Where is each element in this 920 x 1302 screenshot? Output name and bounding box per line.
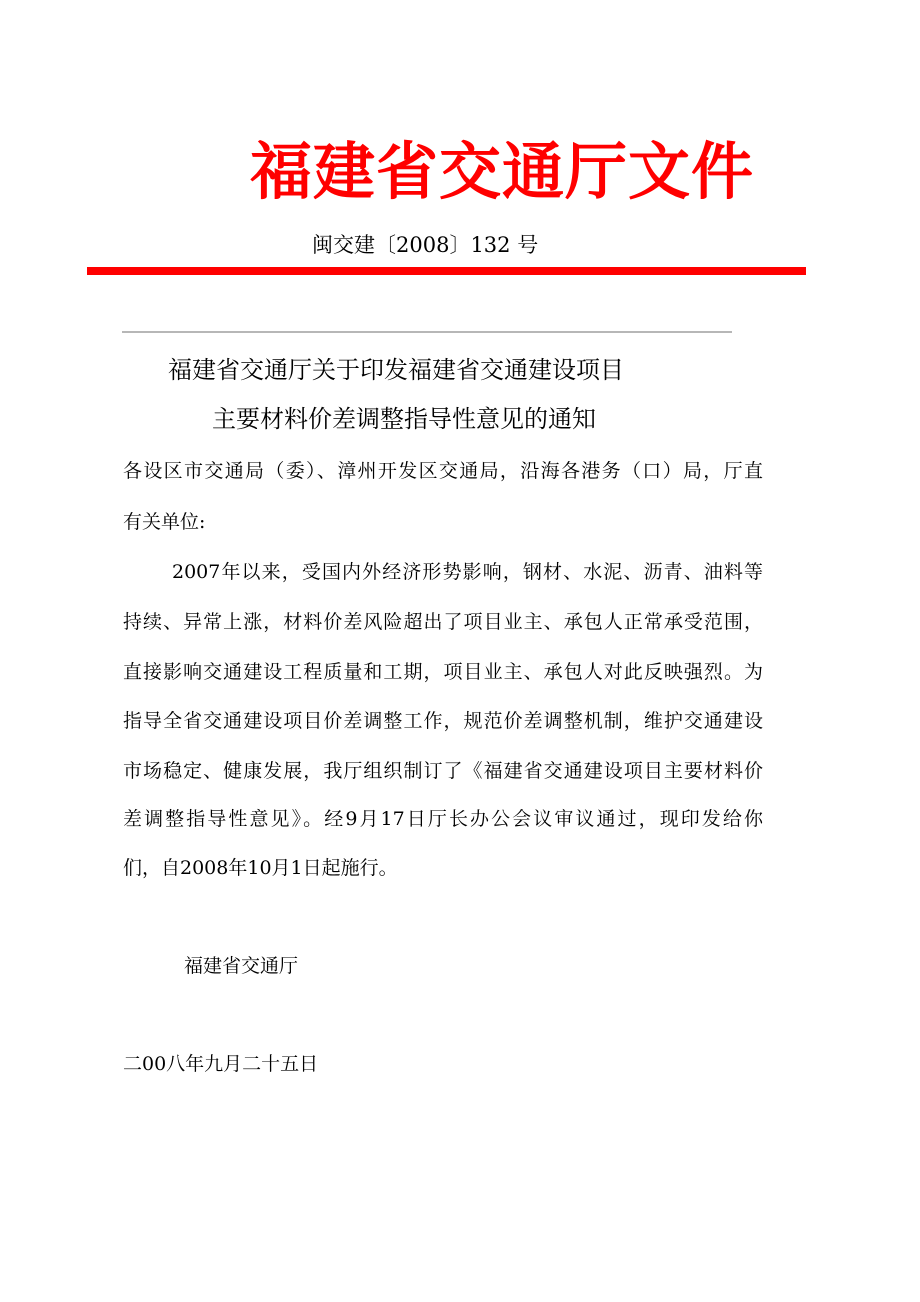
body-paragraph-line: 差调整指导性意见》。经9月17日厅长办公会议审议通过，现印发给你 [123, 808, 763, 830]
document-header-title: 福建省交通厅文件 [250, 135, 755, 208]
body-paragraph-line: 们，自2008年10月1日起施行。 [123, 857, 398, 879]
notice-title-line-2: 主要材料价差调整指导性意见的通知 [212, 405, 596, 433]
body-paragraph-line: 指导全省交通建设项目价差调整工作，规范价差调整机制，维护交通建设 [123, 710, 763, 732]
body-paragraph-line: 直接影响交通建设工程质量和工期，项目业主、承包人对此反映强烈。为 [123, 661, 763, 683]
body-paragraph-line: 市场稳定、健康发展，我厅组织制订了《福建省交通建设项目主要材料价 [123, 760, 763, 782]
header-red-rule [87, 267, 806, 275]
addressee-line-2: 有关单位: [123, 511, 206, 533]
document-number: 闽交建〔2008〕132 号 [312, 233, 539, 257]
issue-date: 二00八年九月二十五日 [123, 1053, 319, 1075]
header-thin-rule [122, 331, 732, 333]
issuer-signature: 福建省交通厅 [184, 955, 299, 977]
body-paragraph-line: 2007年以来，受国内外经济形势影响，钢材、水泥、沥青、油料等 [172, 561, 763, 583]
notice-title-line-1: 福建省交通厅关于印发福建省交通建设项目 [168, 356, 624, 384]
addressee-line-1: 各设区市交通局（委）、漳州开发区交通局，沿海各港务（口）局，厅直 [123, 460, 763, 482]
body-paragraph-line: 持续、异常上涨，材料价差风险超出了项目业主、承包人正常承受范围， [123, 611, 763, 633]
